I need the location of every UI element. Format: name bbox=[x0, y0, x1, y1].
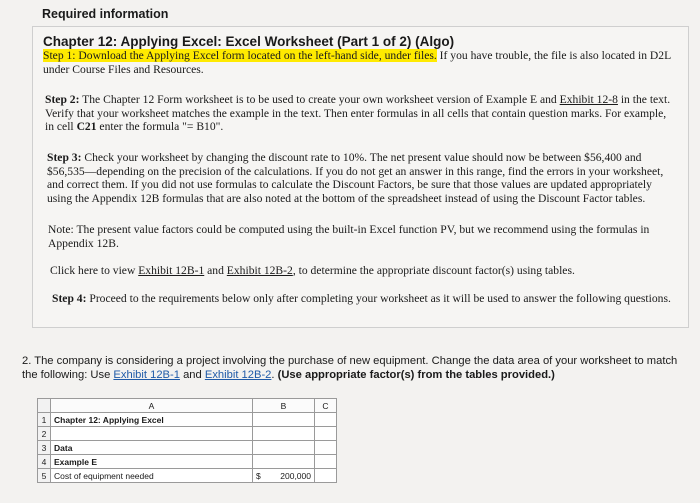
sheet-row bbox=[38, 441, 337, 455]
exhibit-12-8-link[interactable]: Exhibit 12-8 bbox=[559, 93, 618, 106]
cell-c5[interactable] bbox=[315, 469, 337, 483]
step2-paragraph bbox=[45, 93, 675, 134]
question-period: . bbox=[271, 368, 278, 381]
instructions-panel bbox=[32, 26, 689, 328]
click-here-text: Click here to view bbox=[50, 264, 139, 277]
q-exhibit-12b-2-link[interactable]: Exhibit 12B-2 bbox=[204, 368, 272, 381]
cell-ref: C21 bbox=[76, 120, 97, 133]
step4-label: Step 4: bbox=[52, 292, 87, 305]
row-number: 3 bbox=[38, 441, 51, 455]
step4-text: Proceed to the requirements below only after completing your worksheet as it will be used to answer the following questions. bbox=[86, 292, 671, 305]
step1-rest: If you have trouble, the file is also located in D2L under Course Files and Resources. bbox=[43, 49, 671, 76]
step3-text: Check your worksheet by changing the discount rate to 10%. The net present value should now be between $56,400 and $56,535—depending on the precision of the calculations. If you do not get an answer in this range, find the errors in your worksheet, and correct them. If you did not use formulas to calculate the Discount Factors, be sure that those values are updated appropriately using the Appendix 12B formulas that are also noted at the bottom of the spreadsheet instead of using the Discount Factor tables. bbox=[47, 151, 664, 205]
click-here-paragraph bbox=[50, 264, 680, 278]
column-header-a: A bbox=[51, 399, 253, 413]
step2-label: Step 2: bbox=[45, 93, 80, 106]
exhibit-12b-2-link[interactable]: Exhibit 12B-2 bbox=[226, 264, 293, 277]
cell-b4[interactable] bbox=[253, 455, 315, 469]
step3-label: Step 3: bbox=[47, 151, 82, 164]
question-text: 2. The company is considering a project involving the purchase of new equipment. Change the data area of your worksheet to match the following: Use bbox=[22, 355, 678, 381]
exhibit-12b-1-link[interactable]: Exhibit 12B-1 bbox=[138, 264, 205, 277]
q-exhibit-12b-1-link[interactable]: Exhibit 12B-1 bbox=[113, 368, 180, 381]
row-number: 5 bbox=[38, 469, 51, 483]
cell-b5[interactable] bbox=[253, 469, 315, 483]
cell-a1[interactable]: Chapter 12: Applying Excel bbox=[51, 413, 253, 427]
click-here-tail: , to determine the appropriate discount factor(s) using tables. bbox=[292, 264, 575, 277]
step3-paragraph bbox=[47, 151, 677, 205]
sheet-row bbox=[38, 427, 337, 441]
sheet-row bbox=[38, 455, 337, 469]
column-header-row bbox=[38, 399, 337, 413]
corner-cell bbox=[38, 399, 51, 413]
sheet-row bbox=[38, 413, 337, 427]
currency-symbol: $ bbox=[256, 470, 261, 481]
step4-paragraph bbox=[52, 292, 682, 306]
cell-b2[interactable] bbox=[253, 427, 315, 441]
column-header-c: C bbox=[315, 399, 337, 413]
sheet-row bbox=[38, 469, 337, 483]
row-number: 4 bbox=[38, 455, 51, 469]
question-and: and bbox=[179, 368, 205, 381]
cell-b5-value: 200,000 bbox=[280, 470, 311, 481]
cell-a3[interactable]: Data bbox=[51, 441, 253, 455]
and-text: and bbox=[204, 264, 227, 277]
step2-text-b: in the text. Verify that your worksheet matches the example in the text. Then enter formulas in all cells that contain question marks. For example, in cell bbox=[45, 93, 671, 133]
spreadsheet bbox=[37, 398, 337, 483]
chapter-title: Chapter 12: Applying Excel: Excel Worksheet (Part 1 of 2) (Algo) bbox=[43, 34, 455, 49]
row-number: 1 bbox=[38, 413, 51, 427]
required-info-title: Required information bbox=[42, 7, 169, 21]
cell-c4[interactable] bbox=[315, 455, 337, 469]
cell-a4[interactable]: Example E bbox=[51, 455, 253, 469]
cell-a5[interactable]: Cost of equipment needed bbox=[51, 469, 253, 483]
cell-c1[interactable] bbox=[315, 413, 337, 427]
step2-text-c: enter the formula "= B10". bbox=[96, 120, 224, 133]
step2-text: The Chapter 12 Form worksheet is to be used to create your own worksheet version of Example E and bbox=[79, 93, 560, 106]
column-header-b: B bbox=[253, 399, 315, 413]
step1-paragraph bbox=[43, 49, 673, 76]
step1-highlight: Step 1: Download the Applying Excel form located on the left-hand side, under files. bbox=[43, 49, 437, 62]
cell-c2[interactable] bbox=[315, 427, 337, 441]
cell-a2[interactable] bbox=[51, 427, 253, 441]
note-paragraph: Note: The present value factors could be computed using the built-in Excel function PV, but we recommend using the formulas in Appendix 12B. bbox=[48, 223, 650, 250]
row-number: 2 bbox=[38, 427, 51, 441]
cell-c3[interactable] bbox=[315, 441, 337, 455]
question-instruction: (Use appropriate factor(s) from the tables provided.) bbox=[277, 368, 555, 381]
cell-b3[interactable] bbox=[253, 441, 315, 455]
cell-b1[interactable] bbox=[253, 413, 315, 427]
question-2 bbox=[22, 355, 682, 382]
